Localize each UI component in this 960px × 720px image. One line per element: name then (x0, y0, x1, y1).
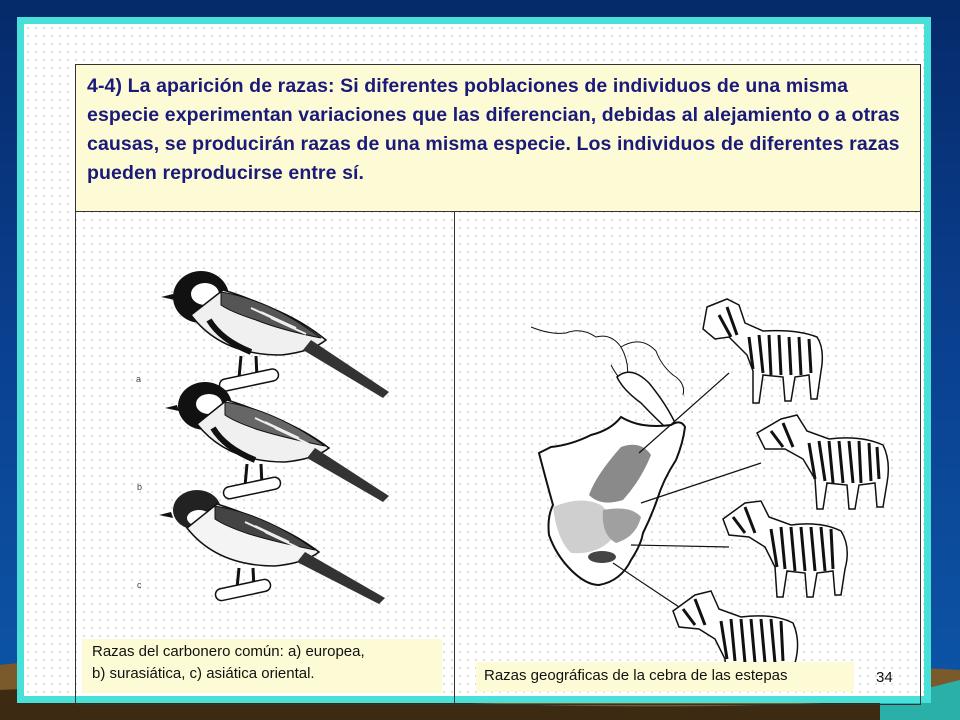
page-number: 34 (876, 669, 893, 686)
bird-caption-line2: b) surasiática, c) asiática oriental. (92, 665, 315, 682)
svg-text:b: b (137, 482, 143, 492)
heading-body: Si diferentes poblaciones de individuos de una misma especie experimentan variaciones que las diferencian, debidas al alejamiento o a otras causas, se producirán razas de una misma especie. Los individuos de diferentes razas pueden reproducirse entre sí. (87, 75, 900, 184)
slide (24, 24, 924, 696)
bird-illustration (136, 271, 389, 398)
zebra-illustration (703, 299, 822, 403)
svg-text:a: a (136, 374, 142, 384)
bird-caption (82, 639, 442, 693)
panel-divider (454, 211, 455, 704)
zebra-illustration (757, 415, 888, 509)
heading-box (76, 65, 920, 212)
heading-lead: 4-4) La aparición de razas: (87, 75, 335, 97)
svg-text:c: c (137, 580, 142, 590)
bird-illustration (137, 490, 385, 604)
content-box (75, 64, 921, 705)
heading-paragraph (87, 72, 907, 188)
bird-illustration (137, 382, 389, 502)
zebra-illustration (723, 501, 847, 597)
bird-caption-line1: Razas del carbonero común: a) europea, (92, 643, 365, 660)
zebra-caption: Razas geográficas de la cebra de las estepas (476, 662, 854, 692)
bird-illustrations (136, 260, 391, 590)
zebra-map-illustration (471, 255, 916, 655)
